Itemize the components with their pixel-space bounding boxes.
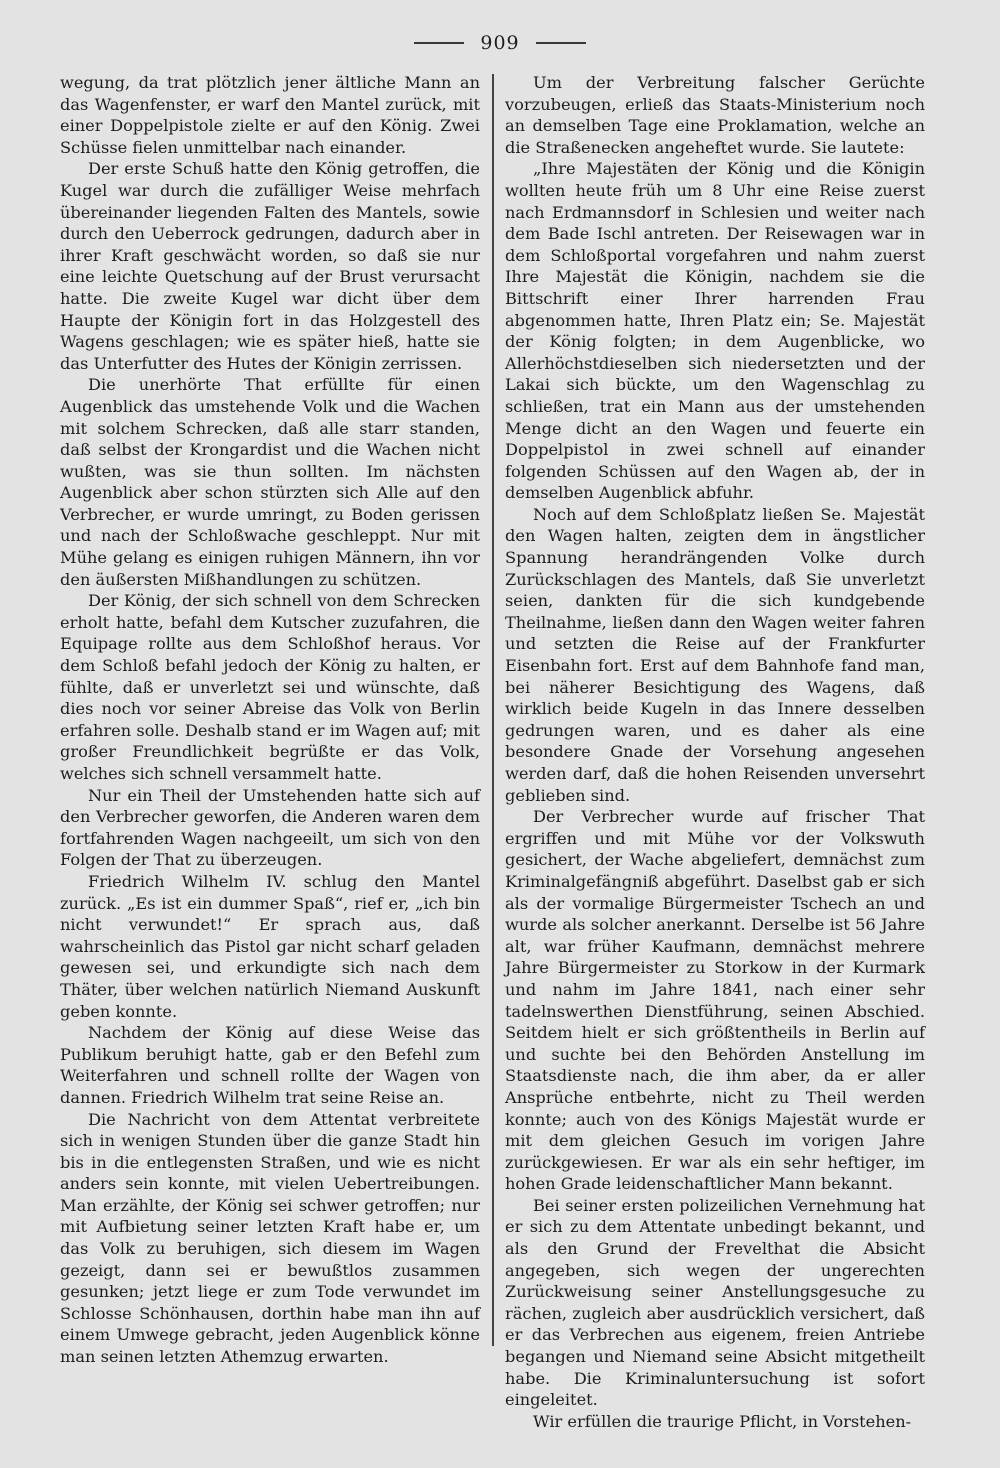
- paragraph: Die Nachricht von dem Attentat verbreitete sich in wenigen Stunden über die ganze Stadt hin bis in die entlegensten Straßen, und wie es nicht anders sein konnte, mit vielen Uebertreibungen. Man erzählte, der König sei schwer getroffen; nur mit Aufbietung seiner letzten Kraft habe er, um das Volk zu beruhigen, sich diesem im Wagen gezeigt, dann sei er bewußtlos zusammen gesunken; jetzt liege er zum Tode verwundet im Schlosse Schönhausen, dorthin habe man ihn auf einem Umwege gebracht, jeden Augenblick könne man seinen letzten Athemzug erwarten.: [60, 1109, 480, 1367]
- paragraph: Wir erfüllen die traurige Pflicht, in Vorstehen-: [533, 1411, 912, 1431]
- paragraph: Nur ein Theil der Umstehenden hatte sich auf den Verbrecher geworfen, die Anderen waren dem fortfahrenden Wagen nachgeeilt, um sich von den Folgen der That zu überzeugen.: [60, 785, 480, 870]
- paragraph: Um der Verbreitung falscher Gerüchte vorzubeugen, erließ das Staats-Ministerium noch an demselben Tage eine Proklamation, welche an die Straßenecken angeheftet wurde. Sie lautete:: [505, 73, 925, 157]
- header-rule-left: [414, 42, 464, 44]
- proclamation-paragraph: „Ihre Majestäten der König und die Königin wollten heute früh um 8 Uhr eine Reise zuerst nach Erdmannsdorf in Schlesien und weiter nach dem Bade Ischl antreten. Der Reisewagen war in dem Schloßportal vorgefahren und nahm zuerst Ihre Majestät die Königin, nachdem sie die Bittschrift einer Ihrer harrenden Frau abgenommen hatte, Ihren Platz ein; Se. Majestät der König folgten; in dem Augenblicke, wo Allerhöchstdieselben sich niedersetzten und der Lakai sich bückte, um den Wagenschlag zu schließen, trat ein Mann aus der umstehenden Menge dicht an den Wagen und feuerte ein Doppelpistol in zwei schnell auf einander folgenden Schüssen auf den Wagen ab, der in demselben Augenblick abfuhr.: [505, 159, 925, 503]
- column-divider: [492, 74, 494, 1346]
- paragraph: Der Verbrecher wurde auf frischer That ergriffen und mit Mühe vor der Volkswuth gesichert, der Wache abgeliefert, demnächst zum Kriminalgefängniß abgeführt. Daselbst gab er sich als der vormalige Bürgermeister Tschech an und wurde als solcher anerkannt. Derselbe ist 56 Jahre alt, war früher Kaufmann, demnächst mehrere Jahre Bürgermeister zu Storkow in der Kurmark und nahm im Jahre 1841, nach einer sehr tadelnswerthen Dienstführung, seinen Abschied. Seitdem hielt er sich größtentheils in Berlin auf und suchte bei den Behörden Anstellung im Staatsdienste nach, die ihm aber, da er aller Ansprüche entbehrte, nicht zu Theil werden konnte; auch von des Königs Majestät wurde er mit dem gleichen Gesuch im vorigen Jahre zurückgewiesen. Er war als ein sehr heftiger, im hohen Grade leidenschaftlicher Mann bekannt.: [505, 807, 925, 1194]
- paragraph: Friedrich Wilhelm IV. schlug den Mantel zurück. „Es ist ein dummer Spaß“, rief er, „ich bin nicht verwundet!“ Er sprach aus, daß wahrscheinlich das Pistol gar nicht scharf geladen gewesen sei, und erkundigte sich nach dem Thäter, über welchen natürlich Niemand Auskunft geben konnte.: [60, 871, 480, 1021]
- paragraph: Nachdem der König auf diese Weise das Publikum beruhigt hatte, gab er den Befehl zum Weiterfahren und schnell rollte der Wagen von dannen. Friedrich Wilhelm trat seine Reise an.: [60, 1023, 480, 1107]
- left-column: [60, 72, 480, 1367]
- paragraph: Die unerhörte That erfüllte für einen Augenblick das umstehende Volk und die Wachen mit solchem Schrecken, daß alle starr standen, daß selbst der Krongardist und die Wachen nicht wußten, was sie thun sollten. Im nächsten Augenblick aber schon stürzten sich Alle auf den Verbrecher, er wurde umringt, zu Boden gerissen und nach der Schloßwache geschleppt. Nur mit Mühe gelang es einigen ruhigen Männern, ihn vor den äußersten Mißhandlungen zu schützen.: [60, 375, 480, 589]
- paragraph: Noch auf dem Schloßplatz ließen Se. Majestät den Wagen halten, zeigten dem in ängstlicher Spannung herandrängenden Volke durch Zurückschlagen des Mantels, daß Sie unverletzt seien, dankten für die sich kundgebende Theilnahme, ließen dann den Wagen weiter fahren und setzten die Reise auf der Frankfurter Eisenbahn fort. Erst auf dem Bahnhofe fand man, bei näherer Besichtigung des Wagens, daß wirklich beide Kugeln in das Innere desselben gedrungen waren, und es daher als eine besondere Gnade der Vorsehung angesehen werden darf, daß die hohen Reisenden unversehrt geblieben sind.: [505, 504, 925, 805]
- header-rule-right: [536, 42, 586, 44]
- right-column: [505, 72, 925, 1431]
- paragraph: Der König, der sich schnell von dem Schrecken erholt hatte, befahl dem Kutscher zuzufahren, die Equipage rollte aus dem Schloßhof heraus. Vor dem Schloß befahl jedoch der König zu halten, er fühlte, daß er unverletzt sei und wünschte, daß dies noch vor seiner Abreise das Volk von Berlin erfahren solle. Deshalb stand er im Wagen auf; mit großer Freundlichkeit begrüßte er das Volk, welches sich schnell versammelt hatte.: [60, 591, 480, 783]
- paragraph: wegung, da trat plötzlich jener ältliche Mann an das Wagenfenster, er warf den Mantel zurück, mit einer Doppelpistole zielte er auf den König. Zwei Schüsse fielen unmittelbar nach einander.: [60, 73, 480, 157]
- paragraph: Bei seiner ersten polizeilichen Vernehmung hat er sich zu dem Attentate unbedingt bekannt, und als den Grund der Frevelthat die Absicht angegeben, sich wegen der ungerechten Zurückweisung seiner Anstellungsgesuche zu rächen, zugleich aber ausdrücklich versichert, daß er das Verbrechen aus eigenem, freien Antriebe begangen und Niemand seine Absicht mitgetheilt habe. Die Kriminaluntersuchung ist sofort eingeleitet.: [505, 1195, 925, 1410]
- page-number: 909: [480, 32, 520, 54]
- paragraph: Der erste Schuß hatte den König getroffen, die Kugel war durch die zufälliger Weise mehrfach übereinander liegenden Falten des Mantels, sowie durch den Ueberrock gedrungen, dadurch aber in ihrer Kraft geschwächt worden, so daß sie nur eine leichte Quetschung auf der Brust verursacht hatte. Die zweite Kugel war dicht über dem Haupte der Königin fort in das Holzgestell des Wagens geschlagen; wie es später hieß, hatte sie das Unterfutter des Hutes der Königin zerrissen.: [60, 159, 480, 373]
- page-header: [0, 28, 1000, 58]
